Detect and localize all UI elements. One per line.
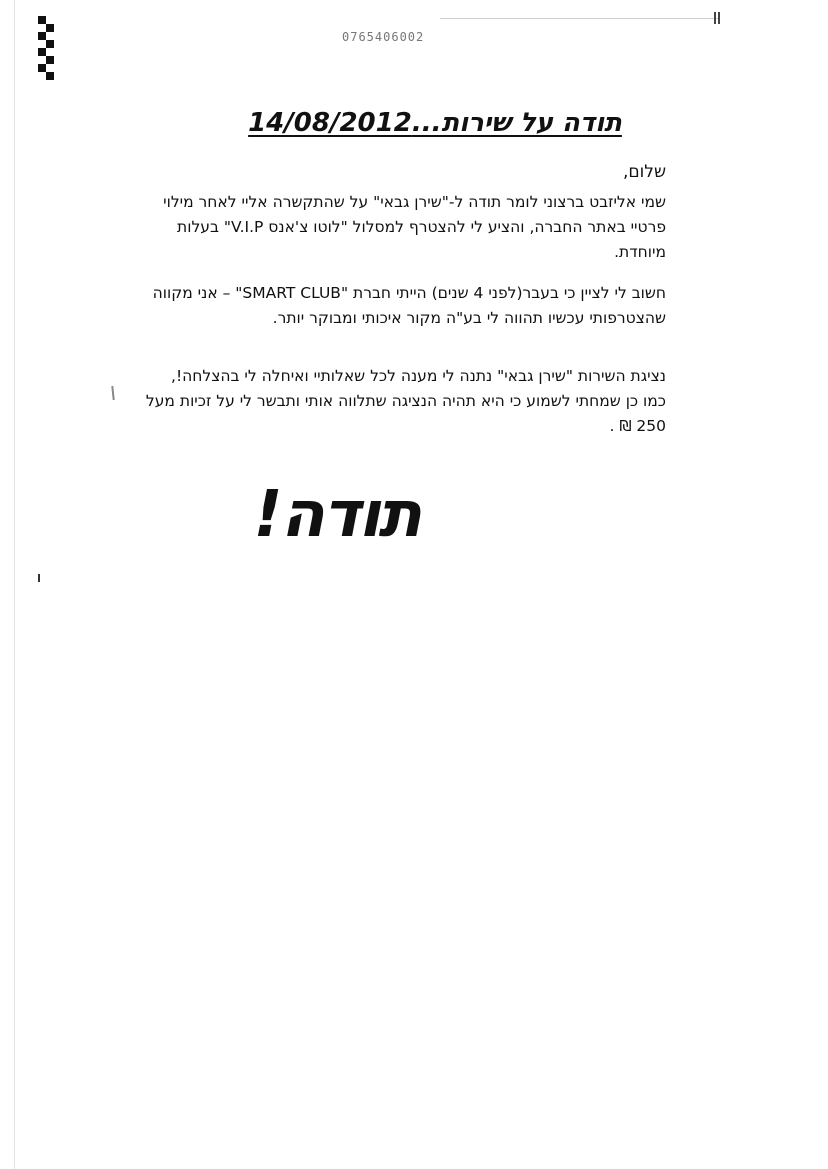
scan-top-rule	[440, 18, 720, 19]
letter-paragraph: שמי אליזבט ברצוני לומר תודה ל-"שירן גבאי" על שהתקשרה אליי לאחר מילוי פרטיי באתר החברה, והציע לי להצטרף למסלול "לוטו צ'אנס V.I.P" בעלות מיוחדת.	[163, 193, 666, 261]
scan-tick-mark	[714, 12, 716, 24]
letter-paragraph: נציגת השירות "שירן גבאי" נתנה לי מענה לכל שאלותיי ואיחלה לי בהצלחה!, כמו כן שמחתי לשמוע כי היא תהיה הנציגה שתלווה אותי ותבשר לי על זכיות מעל 250 ₪ .	[145, 367, 666, 435]
letter-title: תודה על שירות...14/08/2012	[248, 108, 622, 138]
letter-greeting: שלום,	[622, 162, 666, 182]
margin-pen-mark	[111, 386, 114, 400]
margin-pen-mark	[38, 574, 40, 582]
closing-thanks: תודה!	[253, 478, 420, 552]
scan-number: 0765406002	[342, 30, 425, 44]
scan-tick-mark	[718, 12, 720, 24]
fax-checker-marker	[38, 16, 54, 80]
scan-left-edge	[14, 0, 15, 1169]
letter-paragraph: חשוב לי לציין כי בעבר(לפני 4 שנים) הייתי חברת "SMART CLUB" – אני מקווה שהצטרפותי עכשיו תהווה לי בע"ה מקור איכותי ומבוקר יותר.	[152, 284, 666, 327]
